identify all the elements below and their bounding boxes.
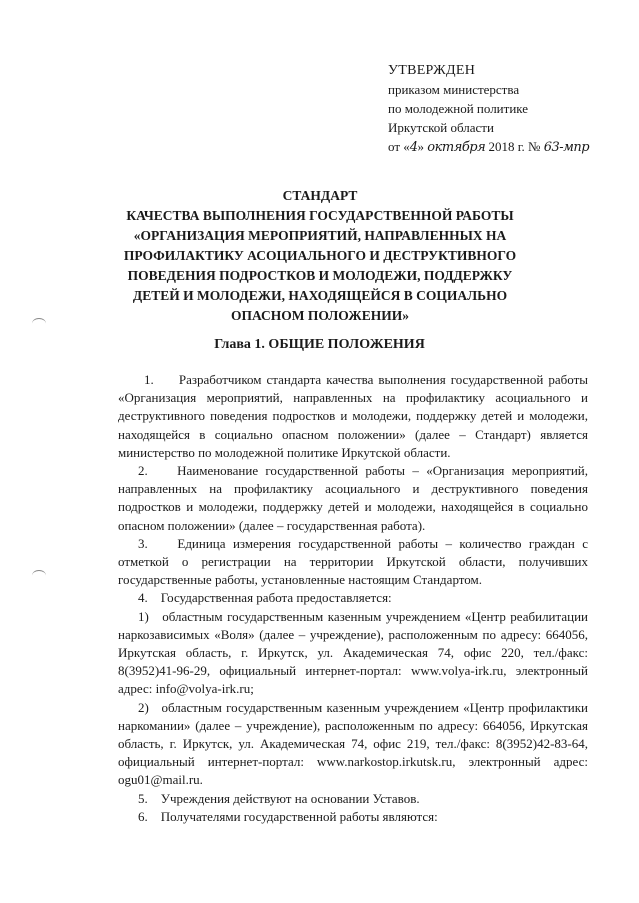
date-day-handwritten: 4 — [409, 140, 418, 155]
approval-heading: УТВЕРЖДЕН — [388, 63, 476, 78]
order-number-handwritten: 63-мпр — [543, 140, 590, 155]
paragraph-3: 3. Единица измерения государственной работы – количество граждан с отметкой о регистрации на территории Иркутской области, получивших государственные работы, установленные настоящим Стандартом. — [118, 535, 588, 588]
document-body — [118, 371, 588, 826]
paragraph-4: 4. Государственная работа предоставляется: — [138, 590, 392, 606]
chapter-heading: Глава 1. ОБЩИЕ ПОЛОЖЕНИЯ — [214, 337, 425, 352]
paragraph-5: 5. Учреждения действуют на основании Уставов. — [138, 790, 420, 806]
paragraph-1: 1. Разработчиком стандарта качества выполнения государственной работы «Организация мероприятий, направленных на профилактику асоциального и деструктивного поведения подростков и молодежи, поддержку детей и молодежи, находящейся в социально опасном положении» (далее – Стандарт) является министерство по молодежной политике Иркутской области. — [118, 372, 588, 460]
title-line-6: ДЕТЕЙ И МОЛОДЕЖИ, НАХОДЯЩЕЙСЯ В СОЦИАЛЬНО — [132, 288, 508, 303]
paragraph-4-item-1: 1) областным государственным казенным учреждением «Центр реабилитации наркозависимых «Воля» (далее – учреждение), расположенным по адресу: 664056, Иркутская область, г. Иркутск, ул. Академическая 74, офис 220, тел./факс: 8(3952)41-96-29, официальный интернет-портал: www.volya-irk.ru, электронный адрес: info@volya-irk.ru; — [118, 608, 588, 697]
paragraph-6: 6. Получателями государственной работы являются: — [138, 808, 438, 824]
title-line-5: ПОВЕДЕНИЯ ПОДРОСТКОВ И МОЛОДЕЖИ, ПОДДЕРЖКУ — [127, 268, 513, 283]
title-line-7: ОПАСНОМ ПОЛОЖЕНИИ» — [230, 308, 410, 323]
title-line-1: СТАНДАРТ — [282, 188, 358, 203]
title-line-4: ПРОФИЛАКТИКУ АСОЦИАЛЬНОГО И ДЕСТРУКТИВНОГО — [123, 248, 517, 263]
date-month-handwritten: октября — [427, 140, 486, 155]
date-year: 2018 г. № — [485, 139, 544, 154]
title-line-2: КАЧЕСТВА ВЫПОЛНЕНИЯ ГОСУДАРСТВЕННОЙ РАБОТЫ — [126, 208, 514, 223]
approval-date-line — [388, 137, 589, 157]
paragraph-4-item-2: 2) областным государственным казенным учреждением «Центр профилактики наркомании» (далее – учреждение), расположенным по адресу: 664056, Иркутская область, г. Иркутск, ул. Академическая 74, офис 219, тел./факс: 8(3952)42-83-64, официальный интернет-портал: www.narkostop.irkutsk.ru, электронный адрес: ogu01@mail.ru. — [118, 699, 588, 788]
approval-line-2: по молодежной политике — [388, 101, 529, 116]
paragraph-2: 2. Наименование государственной работы – «Организация мероприятий, направленных на профилактику асоциального и деструктивного поведения подростков и молодежи, поддержку детей и молодежи, находящейся в социально опасном положении» (далее – государственная работа). — [118, 463, 588, 533]
approval-stamp — [388, 61, 589, 157]
approval-line-3: Иркутской области — [388, 120, 494, 135]
scan-artifact-lower — [32, 570, 46, 581]
document-title — [100, 186, 540, 326]
approval-line-1: приказом министерства — [388, 82, 520, 97]
scan-artifact-upper — [32, 318, 46, 329]
title-line-3: «ОРГАНИЗАЦИЯ МЕРОПРИЯТИЙ, НАПРАВЛЕННЫХ НА — [133, 228, 507, 243]
date-mid: » — [417, 139, 428, 154]
date-prefix: от « — [388, 139, 410, 154]
